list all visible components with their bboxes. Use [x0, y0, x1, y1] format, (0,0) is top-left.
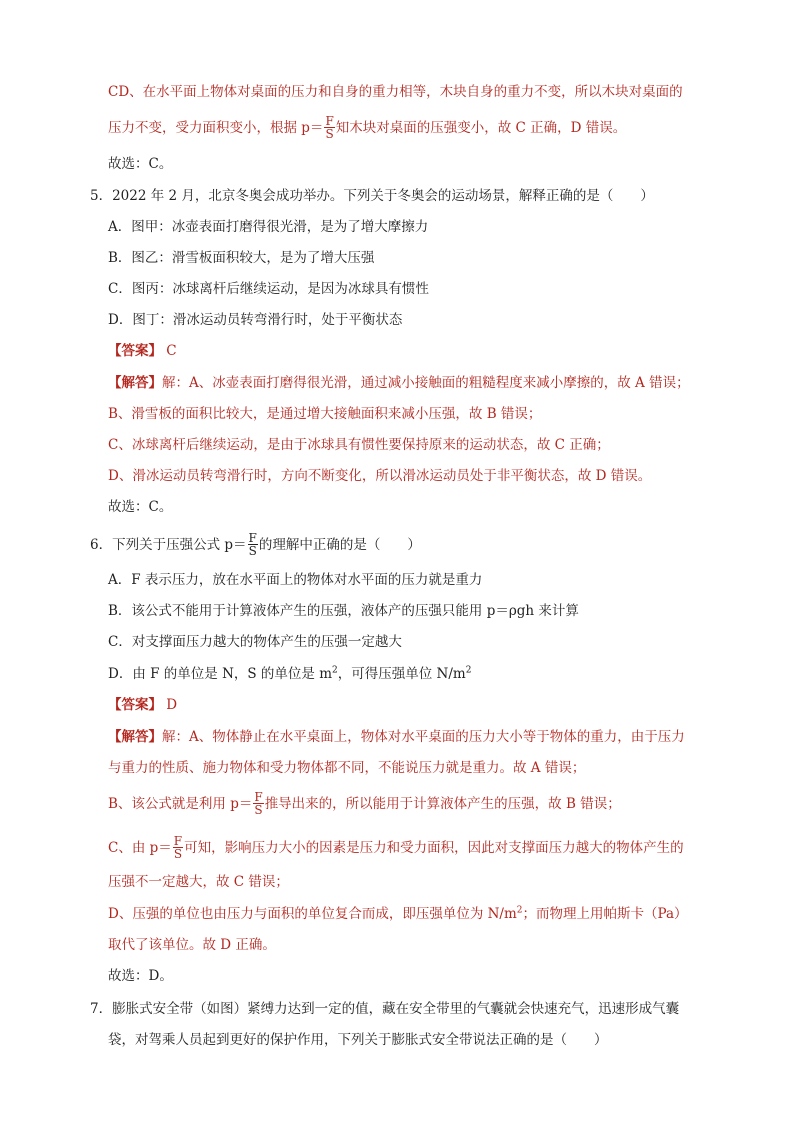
q6-option-d-b: ，可得压强单位 N/m — [337, 666, 466, 682]
q5-option-c: C．图丙：冰球离杆后继续运动，是因为冰球具有惯性 — [108, 281, 429, 297]
q5-analysis-line-3: C、冰球离杆后继续运动，是由于冰球具有惯性要保持原来的运动状态，故 C 正确； — [108, 437, 610, 453]
prev-text-b: 知木块对桌面的压强变小，故 C 正确，D 错误。 — [335, 120, 627, 136]
q6-choose: 故选：D。 — [108, 968, 173, 984]
prev-analysis-line-2 — [108, 116, 626, 141]
q6-a4-text-b: 可知，影响压力大小的因素是压力和受力面积，因此对支撑面压力越大的物体产生的 — [184, 840, 684, 856]
q6-analysis-text-1: 解：A、物体静止在水平桌面上，物体对水平桌面的压力大小等于物体的重力，由于压力 — [162, 729, 685, 745]
q5-option-a: A．图甲：冰壶表面打磨得很光滑，是为了增大摩擦力 — [108, 219, 429, 235]
q6-answer-tag: 【答案】 — [108, 697, 162, 713]
q6-option-d-sup2: 2 — [465, 665, 472, 676]
q6-analysis-line-7: 取代了该单位。故 D 正确。 — [108, 937, 276, 953]
q6-a6-text-b: ；而物理上用帕斯卡（Pa） — [522, 906, 688, 922]
q5-answer-tag: 【答案】 — [108, 343, 162, 359]
fraction-numerator: F — [173, 834, 183, 848]
q6-analysis-line-3 — [108, 792, 621, 817]
q5-analysis-tag: 【解答】 — [108, 375, 162, 391]
fraction-denominator: S — [248, 544, 257, 558]
q5-answer — [108, 341, 177, 361]
q6-analysis-line-5: 压强不一定越大，故 C 错误； — [108, 874, 289, 890]
q5-analysis-line-2: B、滑雪板的面积比较大，是通过增大接触面积来减小压强，故 B 错误； — [108, 406, 542, 422]
q5-option-b: B．图乙：滑雪板面积较大，是为了增大压强 — [108, 250, 375, 266]
q6-a3-text-b: 推导出来的，所以能用于计算液体产生的压强，故 B 错误； — [264, 796, 621, 812]
fraction-denominator: S — [325, 127, 334, 141]
q6-a3-text-a: B、该公式就是利用 p＝ — [108, 796, 253, 812]
fraction-numerator: F — [248, 531, 257, 545]
fraction-denominator: S — [173, 847, 183, 861]
q6-a3-fraction — [253, 791, 263, 816]
q6-option-d-a: D．由 F 的单位是 N，S 的单位是 m — [108, 666, 333, 682]
prev-text-a: 压力不变，受力面积变小，根据 p＝ — [108, 120, 324, 136]
q5-stem: 5．2022 年 2 月，北京冬奥会成功举办。下列关于冬奥会的运动场景，解释正确的是（ ） — [90, 188, 654, 204]
q6-analysis-tag: 【解答】 — [108, 729, 162, 745]
q6-a4-text-a: C、由 p＝ — [108, 840, 172, 856]
q6-analysis-line-2: 与重力的性质、施力物体和受力物体都不同，不能说压力就是重力。故 A 错误； — [108, 760, 586, 776]
q5-analysis-line-4: D、滑冰运动员转弯滑行时，方向不断变化，所以滑冰运动员处于非平衡状态，故 D 错误。 — [108, 468, 652, 484]
q6-analysis-line-1 — [108, 727, 685, 747]
fraction-numerator: F — [254, 790, 263, 804]
fraction-numerator: F — [325, 114, 334, 128]
q5-answer-value: C — [166, 343, 177, 359]
prev-choose: 故选：C。 — [108, 156, 173, 172]
q6-option-c: C．对支撑面压力越大的物体产生的压强一定越大 — [108, 634, 402, 650]
q6-option-d-sup1: 2 — [332, 665, 338, 676]
q5-analysis-text-1: 解：A、冰壶表面打磨得很光滑，通过减小接触面的粗糙程度来减小摩擦的，故 A 错误； — [162, 375, 690, 391]
q6-stem — [90, 533, 421, 558]
q6-analysis-line-4 — [108, 836, 684, 861]
q6-stem-a: 6．下列关于压强公式 p＝ — [90, 537, 247, 553]
q7-stem-line-1: 7．膨胀式安全带（如图）紧缚力达到一定的值，藏在安全带里的气囊就会快速充气，迅速形成气囊 — [90, 1001, 680, 1017]
q5-analysis-line-1 — [108, 373, 690, 393]
q6-a4-fraction — [173, 835, 183, 860]
q6-answer-value: D — [166, 697, 178, 713]
pressure-fraction — [324, 115, 334, 140]
prev-analysis-line-1: CD、在水平面上物体对桌面的压力和自身的重力相等，木块自身的重力不变，所以木块对桌面的 — [108, 84, 683, 100]
q6-stem-fraction — [248, 532, 258, 557]
fraction-denominator: S — [254, 803, 263, 817]
q6-option-a: A．F 表示压力，放在水平面上的物体对水平面的压力就是重力 — [108, 572, 483, 588]
q6-a6-sup: 2 — [516, 905, 523, 916]
q6-option-b: B．该公式不能用于计算液体产生的压强，液体产的压强只能用 p＝ρgh 来计算 — [108, 603, 579, 619]
q5-choose: 故选：C。 — [108, 499, 173, 515]
q7-stem-line-2: 袋，对驾乘人员起到更好的保护作用，下列关于膨胀式安全带说法正确的是（ ） — [108, 1032, 608, 1048]
q6-answer — [108, 695, 177, 715]
q5-option-d: D．图丁：滑冰运动员转弯滑行时，处于平衡状态 — [108, 312, 403, 328]
q6-option-d — [108, 664, 471, 684]
q6-stem-b: 的理解中正确的是（ ） — [258, 537, 421, 553]
q6-a6-text-a: D、压强的单位也由压力与面积的单位复合而成，即压强单位为 N/m — [108, 906, 517, 922]
q6-analysis-line-6 — [108, 904, 688, 924]
